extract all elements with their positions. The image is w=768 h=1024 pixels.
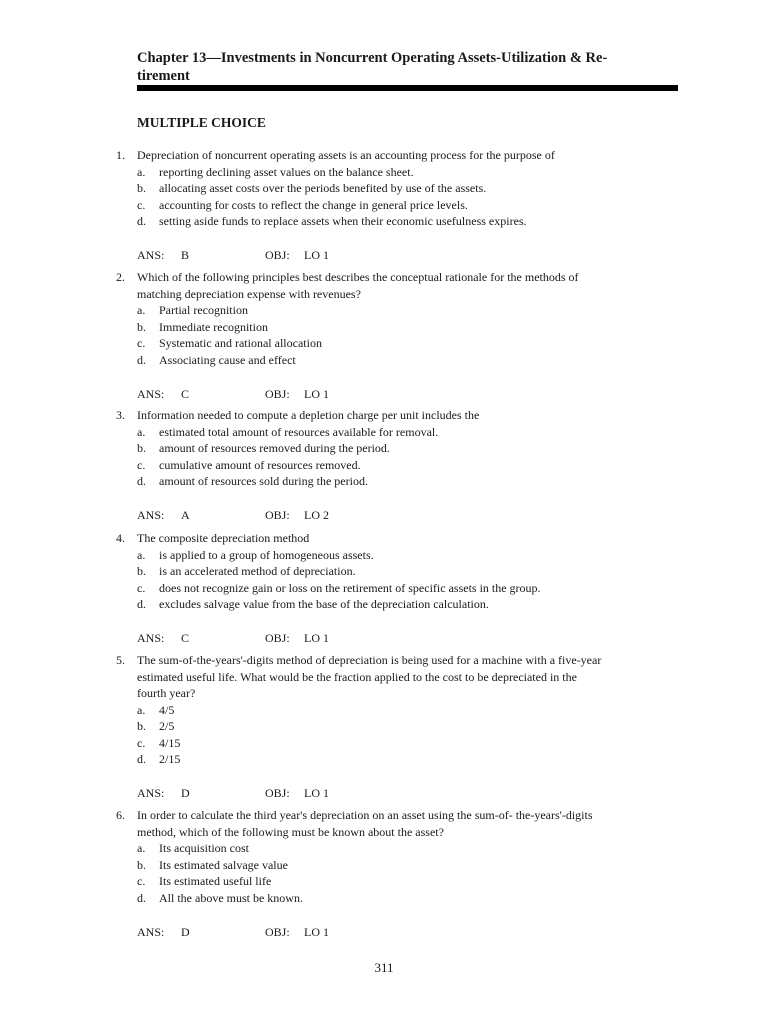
ans-value: A (181, 508, 190, 522)
obj-label: OBJ: (265, 386, 290, 401)
answer-key-line (137, 630, 329, 647)
answer-option (137, 596, 489, 613)
obj-value: LO 1 (304, 248, 329, 262)
option-letter: d. (137, 752, 146, 766)
question-number: 5. (116, 653, 125, 667)
answer-option (137, 164, 414, 181)
option-text: Associating cause and effect (159, 352, 296, 367)
question-number: 4. (116, 531, 125, 545)
ans-value: D (181, 924, 190, 939)
option-letter: a. (137, 841, 146, 855)
question-stem (137, 807, 677, 840)
question-stem (137, 652, 677, 702)
answer-key-line (137, 924, 329, 941)
question-stem-line: fourth year? (137, 686, 196, 700)
question-stem-line: Depreciation of noncurrent operating assets is an accounting process for the purpose of (137, 148, 555, 162)
option-letter: c. (137, 197, 146, 212)
option-letter: b. (137, 857, 146, 872)
option-letter: d. (137, 597, 146, 611)
ans-label: ANS: (137, 786, 165, 800)
ans-label: ANS: (137, 631, 165, 645)
ans-value: D (181, 786, 190, 800)
option-text: 2/15 (159, 752, 181, 766)
question-stem (137, 147, 677, 164)
obj-value: LO 2 (304, 508, 329, 522)
answer-option (137, 840, 249, 857)
option-letter: a. (137, 303, 146, 317)
chapter-title (137, 49, 677, 85)
question-stem-line: estimated useful life. What would be the fraction applied to the cost to be depreciated in the (137, 669, 577, 684)
question-stem (137, 530, 677, 547)
option-text: All the above must be known. (159, 890, 303, 905)
option-letter: c. (137, 735, 146, 750)
option-letter: c. (137, 874, 146, 888)
answer-option (137, 580, 541, 597)
option-letter: c. (137, 336, 146, 350)
ans-value: C (181, 386, 190, 401)
option-text: allocating asset costs over the periods benefited by use of the assets. (159, 181, 487, 195)
obj-value: LO 1 (304, 386, 329, 401)
answer-option (137, 180, 486, 197)
option-letter: b. (137, 181, 146, 195)
ans-value: B (181, 248, 190, 262)
option-text: excludes salvage value from the base of the depreciation calculation. (159, 597, 489, 611)
answer-option (137, 335, 322, 352)
answer-option (137, 547, 374, 564)
answer-option (137, 718, 174, 735)
answer-option (137, 473, 368, 490)
answer-option (137, 424, 438, 441)
option-text: is an accelerated method of depreciation. (159, 564, 356, 578)
option-text: reporting declining asset values on the balance sheet. (159, 164, 414, 179)
answer-key-line (137, 247, 329, 264)
option-text: amount of resources sold during the period. (159, 474, 368, 488)
option-letter: b. (137, 319, 146, 334)
ans-label: ANS: (137, 508, 165, 522)
ans-label: ANS: (137, 248, 165, 262)
option-letter: d. (137, 474, 146, 488)
question-stem (137, 269, 677, 302)
question-stem-line: The composite depreciation method (137, 531, 310, 545)
answer-option (137, 213, 527, 230)
answer-option (137, 457, 361, 474)
obj-label: OBJ: (265, 631, 290, 645)
option-letter: c. (137, 457, 146, 472)
option-letter: d. (137, 890, 146, 905)
option-text: Its acquisition cost (159, 841, 249, 855)
option-text: Its estimated useful life (159, 874, 272, 888)
option-letter: b. (137, 564, 146, 578)
answer-key-line (137, 386, 329, 403)
question-number: 3. (116, 408, 125, 422)
answer-option (137, 440, 390, 457)
option-text: is applied to a group of homogeneous assets. (159, 547, 374, 562)
answer-option (137, 735, 180, 752)
option-text: setting aside funds to replace assets when their economic usefulness expires. (159, 214, 527, 228)
answer-key-line (137, 507, 329, 524)
option-letter: b. (137, 441, 146, 455)
option-text: estimated total amount of resources available for removal. (159, 424, 439, 439)
option-text: does not recognize gain or loss on the retirement of specific assets in the group. (159, 580, 541, 595)
question-stem-line: method, which of the following must be known about the asset? (137, 824, 444, 839)
option-letter: a. (137, 424, 146, 439)
answer-option (137, 197, 468, 214)
answer-option (137, 319, 268, 336)
ans-value: C (181, 631, 190, 645)
answer-option (137, 751, 180, 768)
title-divider (137, 85, 678, 91)
option-text: Immediate recognition (159, 319, 268, 334)
question-stem-line: Which of the following principles best describes the conceptual rationale for the methods of (137, 270, 579, 284)
option-letter: a. (137, 702, 146, 717)
question-stem-line: In order to calculate the third year's depreciation on an asset using the sum-of- the-years'-digits (137, 808, 593, 822)
obj-label: OBJ: (265, 248, 290, 262)
answer-option (137, 352, 296, 369)
obj-label: OBJ: (265, 924, 290, 939)
question-stem-line: matching depreciation expense with revenues? (137, 286, 361, 301)
answer-option (137, 302, 248, 319)
question-stem (137, 407, 677, 424)
ans-label: ANS: (137, 386, 165, 401)
obj-value: LO 1 (304, 924, 329, 939)
question-number: 2. (116, 270, 125, 284)
option-text: Systematic and rational allocation (159, 336, 322, 350)
question-stem-line: Information needed to compute a depletion charge per unit includes the (137, 408, 480, 422)
answer-option (137, 563, 356, 580)
chapter-title-line-1: Chapter 13—Investments in Noncurrent Operating Assets-Utilization & Re- (137, 50, 608, 66)
section-heading: MULTIPLE CHOICE (137, 115, 266, 130)
option-text: Partial recognition (159, 303, 248, 317)
option-text: cumulative amount of resources removed. (159, 457, 361, 472)
obj-label: OBJ: (265, 786, 290, 800)
answer-option (137, 873, 271, 890)
option-text: 4/15 (159, 735, 181, 750)
page-number: 311 (374, 960, 394, 975)
ans-label: ANS: (137, 924, 165, 939)
option-letter: b. (137, 719, 146, 733)
option-text: 4/5 (159, 702, 175, 717)
option-text: Its estimated salvage value (159, 857, 288, 872)
option-letter: a. (137, 164, 146, 179)
obj-label: OBJ: (265, 508, 290, 522)
answer-key-line (137, 785, 329, 802)
option-text: 2/5 (159, 719, 175, 733)
option-letter: d. (137, 352, 146, 367)
chapter-title-line-2: tirement (137, 68, 190, 84)
option-letter: a. (137, 547, 146, 562)
answer-option (137, 702, 174, 719)
option-text: accounting for costs to reflect the change in general price levels. (159, 197, 468, 212)
answer-option (137, 857, 288, 874)
question-stem-line: The sum-of-the-years'-digits method of depreciation is being used for a machine with a five-year (137, 653, 602, 667)
option-letter: c. (137, 580, 146, 595)
obj-value: LO 1 (304, 631, 329, 645)
answer-option (137, 890, 303, 907)
question-number: 6. (116, 808, 125, 822)
question-number: 1. (116, 148, 125, 162)
obj-value: LO 1 (304, 786, 329, 800)
option-letter: d. (137, 214, 146, 228)
option-text: amount of resources removed during the period. (159, 441, 390, 455)
